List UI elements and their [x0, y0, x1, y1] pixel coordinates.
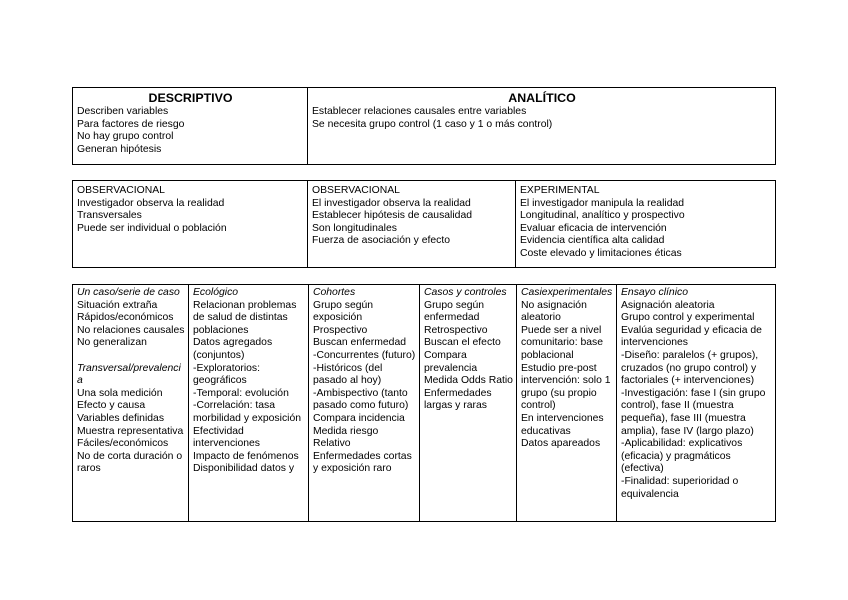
casiexperimentales-cell: [517, 285, 616, 521]
ensayo-item: Evalúa seguridad y eficacia de intervenciones: [621, 324, 762, 349]
caso-item: Situación extraña: [77, 299, 158, 311]
observacional-anal-line: Establecer hipótesis de causalidad: [312, 210, 472, 222]
descriptivo-line: Para factores de riesgo: [77, 118, 185, 130]
transversal-item: Muestra representativa: [77, 425, 184, 437]
analitico-line: Establecer relaciones causales entre variables: [312, 106, 527, 117]
casos-controles-item: Retrospectivo: [424, 324, 488, 336]
ensayo-title: Ensayo clínico: [621, 287, 688, 298]
cohortes-item: -Concurrentes (futuro): [313, 349, 416, 361]
caso-item: No generalizan: [77, 337, 147, 349]
caso-title: Un caso/serie de caso: [77, 287, 180, 298]
analitico-cell: [308, 88, 775, 164]
cohortes-item: Grupo según exposición: [313, 299, 374, 324]
descriptivo-line: Describen variables: [77, 106, 169, 117]
observacional-desc-line: Transversales: [77, 210, 142, 222]
ecologico-item: Datos agregados (conjuntos): [193, 337, 273, 361]
casos-controles-item: Medida Odds Ratio: [424, 375, 513, 387]
transversal-item: Efecto y causa: [77, 400, 146, 412]
experimental-line: Longitudinal, analítico y prospectivo: [520, 210, 685, 222]
analitico-title: ANALÍTICO: [508, 91, 576, 105]
cohortes-item: Buscan enfermedad: [313, 337, 406, 349]
ensayo-item: Grupo control y experimental: [621, 312, 755, 324]
row-3-box: [72, 284, 776, 522]
ensayo-item: -Diseño: paralelos (+ grupos), cruzados (no grupo control) y factoriales (+ intervenciones): [621, 349, 759, 387]
cohortes-item: -Históricos (del pasado al hoy): [313, 362, 383, 387]
ensayo-item: -Aplicabilidad: explicativos (eficacia) y pragmáticos (efectiva): [621, 438, 743, 475]
observacional-anal-line: El investigador observa la realidad: [312, 197, 471, 209]
experimental-line: El investigador manipula la realidad: [520, 197, 685, 209]
casiexperimentales-item: Datos apareados: [521, 438, 601, 450]
row-1-box: [72, 87, 776, 165]
casiexperimentales-item: Estudio pre-post intervención: solo 1 grupo (su propio control): [521, 362, 611, 412]
experimental-cell: [516, 181, 775, 267]
cohortes-item: Enfermedades cortas y exposición raro: [313, 450, 412, 475]
observacional-desc-line: Investigador observa la realidad: [77, 197, 225, 209]
descriptivo-line: Generan hipótesis: [77, 143, 162, 155]
observacional-anal-line: Fuerza de asociación y efecto: [312, 235, 451, 247]
ensayo-cell: [617, 285, 775, 521]
ensayo-item: -Finalidad: superioridad o equivalencia: [621, 475, 739, 500]
analitico-line: Se necesita grupo control (1 caso y 1 o más control): [312, 118, 553, 130]
transversal-item: Una sola medición: [77, 387, 163, 399]
casos-controles-item: Grupo según enfermedad: [424, 299, 485, 324]
cohortes-cell: [309, 285, 419, 521]
ecologico-item: Impacto de fenómenos: [193, 450, 299, 462]
ecologico-title: Ecológico: [193, 287, 239, 298]
ecologico-item: Relacionan problemas de salud de distintas poblaciones: [193, 299, 297, 336]
casiexperimentales-item: Puede ser a nivel comunitario: base poblacional: [521, 324, 604, 361]
cohortes-item: Medida riesgo Relativo: [313, 425, 379, 450]
experimental-line: Evidencia científica alta calidad: [520, 235, 665, 247]
observacional-anal-line: Son longitudinales: [312, 222, 397, 234]
cohortes-item: Compara incidencia: [313, 412, 405, 424]
transversal-title: Transversal/prevalencia: [77, 362, 181, 387]
observacional-anal-title: OBSERVACIONAL: [312, 185, 400, 196]
ensayo-item: Asignación aleatoria: [621, 299, 715, 311]
casiexperimentales-item: En intervenciones educativas: [521, 412, 604, 437]
spacer: [77, 350, 185, 363]
descriptivo-cell: [73, 88, 307, 164]
transversal-item: Fáciles/económicos: [77, 438, 169, 450]
cohortes-item: Prospectivo: [313, 324, 368, 336]
observacional-desc-line: Puede ser individual o población: [77, 222, 227, 234]
casos-controles-title: Casos y controles: [424, 287, 507, 298]
ecologico-cell: [189, 285, 308, 521]
descriptivo-line: No hay grupo control: [77, 131, 174, 143]
casos-controles-item: Buscan el efecto: [424, 337, 501, 349]
caso-item: No relaciones causales: [77, 324, 185, 336]
row-2-box: [72, 180, 776, 268]
transversal-item: No de corta duración o raros: [77, 450, 183, 475]
experimental-line: Coste elevado y limitaciones éticas: [520, 247, 682, 259]
ecologico-item: Disponibilidad datos y: [193, 463, 295, 475]
cohortes-item: -Ambispectivo (tanto pasado como futuro): [313, 387, 409, 412]
caso-item: Rápidos/económicos: [77, 312, 174, 324]
experimental-title: EXPERIMENTAL: [520, 185, 600, 196]
ecologico-item: -Temporal: evolución: [193, 387, 289, 399]
casos-controles-cell: [420, 285, 516, 521]
observacional-desc-title: OBSERVACIONAL: [77, 185, 165, 196]
casiexperimentales-title: Casiexperimentales: [521, 287, 613, 298]
ecologico-item: -Exploratorios: geográficos: [193, 362, 260, 387]
casiexperimentales-item: No asignación aleatorio: [521, 299, 587, 324]
casos-controles-item: Enfermedades largas y raras: [424, 387, 492, 412]
observacional-desc-cell: [73, 181, 307, 267]
ensayo-item: -Investigación: fase I (sin grupo control), fase II (muestra pequeña), fase III (muestra amplia), fase IV (largo plazo): [621, 387, 766, 437]
casos-controles-item: Compara prevalencia: [424, 349, 478, 374]
experimental-line: Evaluar eficacia de intervención: [520, 222, 667, 234]
ecologico-item: Efectividad intervenciones: [193, 425, 261, 450]
transversal-item: Variables definidas: [77, 412, 165, 424]
observacional-anal-cell: [308, 181, 515, 267]
ecologico-item: -Correlación: tasa morbilidad y exposición: [193, 400, 302, 424]
descriptivo-title: DESCRIPTIVO: [148, 91, 233, 105]
caso-cell: [73, 285, 188, 521]
cohortes-title: Cohortes: [313, 287, 356, 298]
